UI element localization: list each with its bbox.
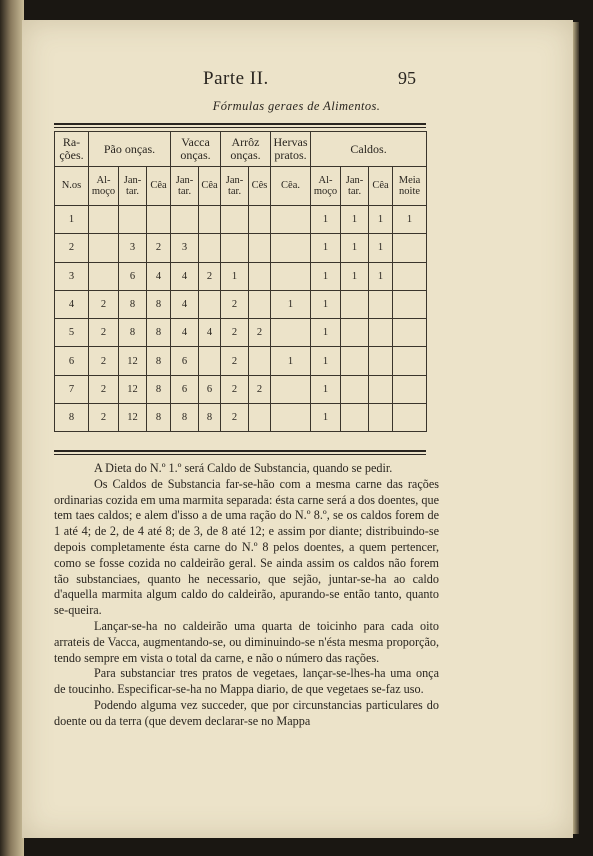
column-header-cell: Jan- tar. — [221, 167, 249, 206]
table-row — [55, 290, 427, 318]
table-cell — [249, 206, 271, 234]
running-header — [0, 68, 593, 98]
table-cell — [369, 375, 393, 403]
paragraph: Lançar-se-ha no caldeirão uma quarta de toicinho para cada oito arrateis de Vacca, augmentando-se, ou diminuindo-se n'ésta mesma proporção, tendo sempre em vista o total da carne, e não o número das rações. — [54, 618, 439, 665]
table-cell: 4 — [171, 262, 199, 290]
table-cell — [249, 262, 271, 290]
table-cell — [89, 234, 119, 262]
diet-table-wrapper — [54, 131, 426, 432]
column-header-cell: Cêa — [147, 167, 171, 206]
group-header-cell: Vacca onças. — [171, 132, 221, 167]
table-cell — [271, 206, 311, 234]
table-cell — [393, 347, 427, 375]
table-cell: 6 — [199, 375, 221, 403]
group-header-cell: Pão onças. — [89, 132, 171, 167]
table-cell: 2 — [147, 234, 171, 262]
table-cell — [271, 375, 311, 403]
table-row — [55, 234, 427, 262]
table-cell: 2 — [221, 347, 249, 375]
table-row — [55, 206, 427, 234]
page-edge-shadow — [573, 22, 579, 834]
table-cell — [221, 206, 249, 234]
table-cell: 1 — [341, 262, 369, 290]
table-cell — [341, 347, 369, 375]
table-cell — [119, 206, 147, 234]
table-cell — [271, 262, 311, 290]
table-cell: 4 — [199, 319, 221, 347]
table-cell: 2 — [249, 319, 271, 347]
column-header-cell: Meia noite — [393, 167, 427, 206]
column-header-cell: Al- moço — [311, 167, 341, 206]
ration-number-cell: 3 — [55, 262, 89, 290]
bottom-rule-thin — [54, 454, 426, 455]
table-cell: 1 — [369, 206, 393, 234]
table-cell — [199, 234, 221, 262]
group-header-cell: Ra- ções. — [55, 132, 89, 167]
ration-number-cell: 1 — [55, 206, 89, 234]
table-cell: 8 — [119, 319, 147, 347]
column-header-cell: Jan- tar. — [341, 167, 369, 206]
table-cell: 1 — [341, 234, 369, 262]
column-header-cell: Al- moço — [89, 167, 119, 206]
ration-number-cell: 4 — [55, 290, 89, 318]
table-row — [55, 262, 427, 290]
table-cell — [171, 206, 199, 234]
paragraph: Podendo alguma vez succeder, que por circunstancias particulares do doente ou da terra (que devem declarar-se no Mappa — [54, 697, 439, 728]
table-cell: 8 — [147, 290, 171, 318]
table-cell: 8 — [171, 404, 199, 432]
table-cell: 6 — [119, 262, 147, 290]
table-cell: 2 — [89, 375, 119, 403]
table-cell: 6 — [171, 375, 199, 403]
table-cell — [89, 262, 119, 290]
table-cell: 3 — [171, 234, 199, 262]
column-header-cell: N.os — [55, 167, 89, 206]
paragraph: A Dieta do N.º 1.º será Caldo de Substancia, quando se pedir. — [94, 461, 393, 475]
table-cell — [341, 290, 369, 318]
group-header-cell: Hervas pratos. — [271, 132, 311, 167]
table-body — [55, 206, 427, 432]
table-row — [55, 347, 427, 375]
table-cell — [369, 404, 393, 432]
table-cell — [221, 234, 249, 262]
table-cell: 1 — [311, 319, 341, 347]
table-row — [55, 319, 427, 347]
table-cell: 1 — [311, 206, 341, 234]
table-cell: 1 — [311, 375, 341, 403]
table-cell — [271, 319, 311, 347]
paragraph: Os Caldos de Substancia far-se-hão com a mesma carne das rações ordinarias cozida em uma marmita separada: ésta carne será a dos doentes, que tem taes caldos; e alem d'isso a de uma ração do N.º 8.º, se os caldos forem de 1 até 4; de 2, de 4 até 8; de 3, de 8 até 12; e assim por diante; distribuindo-se depois completamente ésta carne do N.º 8 pelos doentes, a quem pertencer, como se fosse cozida no caldeirão geral. Se ainda assim os caldos não forem tão substanciaes, quanto he necessario, que sejão, juntar-se-ha ao caldo d'aquella marmita algum caldo do caldeirão, apurando-se então tanto, quanto se-queira. — [54, 476, 439, 618]
table-cell: 12 — [119, 375, 147, 403]
table-cell — [271, 404, 311, 432]
part-heading: Parte II. — [203, 68, 269, 89]
table-cell: 1 — [311, 404, 341, 432]
table-cell — [89, 206, 119, 234]
table-cell — [393, 234, 427, 262]
table-cell: 2 — [89, 347, 119, 375]
diet-table — [54, 131, 427, 432]
table-cell: 8 — [147, 375, 171, 403]
table-cell: 1 — [311, 234, 341, 262]
table-cell: 1 — [369, 234, 393, 262]
table-cell — [341, 404, 369, 432]
table-cell — [249, 234, 271, 262]
column-header-cell: Cêa — [199, 167, 221, 206]
table-cell — [341, 375, 369, 403]
top-rule-thin — [54, 127, 426, 128]
column-header-cell: Cêa — [369, 167, 393, 206]
table-cell — [249, 290, 271, 318]
table-cell — [369, 319, 393, 347]
table-cell — [249, 347, 271, 375]
paragraph: Para substanciar tres pratos de vegetaes, lançar-se-lhes-ha uma onça de toucinho. Especificar-se-ha no Mappa diario, de que vegetaes se-faz uso. — [54, 666, 439, 697]
table-cell — [199, 347, 221, 375]
group-header-cell: Arrôz onças. — [221, 132, 271, 167]
page-number: 95 — [398, 68, 416, 88]
table-cell: 12 — [119, 404, 147, 432]
table-cell — [369, 290, 393, 318]
ration-number-cell: 8 — [55, 404, 89, 432]
table-cell: 2 — [221, 375, 249, 403]
table-cell — [199, 206, 221, 234]
table-row — [55, 375, 427, 403]
page-subtitle: Fórmulas geraes de Alimentos. — [212, 99, 381, 113]
table-cell: 1 — [271, 347, 311, 375]
table-cell: 2 — [89, 404, 119, 432]
ration-number-cell: 2 — [55, 234, 89, 262]
table-cell: 8 — [147, 347, 171, 375]
table-cell: 1 — [311, 262, 341, 290]
table-cell: 12 — [119, 347, 147, 375]
table-cell — [341, 319, 369, 347]
table-cell: 2 — [221, 290, 249, 318]
group-header-row — [55, 132, 427, 167]
table-cell: 1 — [311, 347, 341, 375]
table-cell: 2 — [221, 319, 249, 347]
body-text — [54, 461, 439, 730]
table-cell: 1 — [393, 206, 427, 234]
group-header-cell: Caldos. — [311, 132, 427, 167]
table-cell: 4 — [147, 262, 171, 290]
table-cell: 2 — [199, 262, 221, 290]
table-cell: 2 — [89, 290, 119, 318]
table-cell: 2 — [249, 375, 271, 403]
table-cell — [393, 290, 427, 318]
facing-page-edge — [0, 0, 24, 856]
column-header-cell: Jan- tar. — [119, 167, 147, 206]
column-header-row — [55, 167, 427, 206]
table-cell: 6 — [171, 347, 199, 375]
table-cell: 4 — [171, 290, 199, 318]
table-cell: 2 — [89, 319, 119, 347]
table-cell — [369, 347, 393, 375]
ration-number-cell: 5 — [55, 319, 89, 347]
table-cell — [393, 319, 427, 347]
table-cell: 1 — [369, 262, 393, 290]
table-cell: 1 — [311, 290, 341, 318]
table-cell: 8 — [199, 404, 221, 432]
table-cell: 1 — [341, 206, 369, 234]
table-cell: 1 — [271, 290, 311, 318]
ration-number-cell: 6 — [55, 347, 89, 375]
table-cell — [393, 404, 427, 432]
ration-number-cell: 7 — [55, 375, 89, 403]
top-rule-thick — [54, 123, 426, 125]
bottom-rule-thick — [54, 450, 426, 452]
table-cell: 2 — [221, 404, 249, 432]
column-header-cell: Cês — [249, 167, 271, 206]
table-cell: 3 — [119, 234, 147, 262]
table-cell — [147, 206, 171, 234]
column-header-cell: Jan- tar. — [171, 167, 199, 206]
table-cell — [199, 290, 221, 318]
table-row — [55, 404, 427, 432]
table-cell — [393, 262, 427, 290]
table-cell: 8 — [147, 404, 171, 432]
table-cell — [393, 375, 427, 403]
table-cell: 8 — [119, 290, 147, 318]
table-cell: 4 — [171, 319, 199, 347]
table-cell: 1 — [221, 262, 249, 290]
column-header-cell: Cêa. — [271, 167, 311, 206]
table-cell: 8 — [147, 319, 171, 347]
table-cell — [249, 404, 271, 432]
table-cell — [271, 234, 311, 262]
